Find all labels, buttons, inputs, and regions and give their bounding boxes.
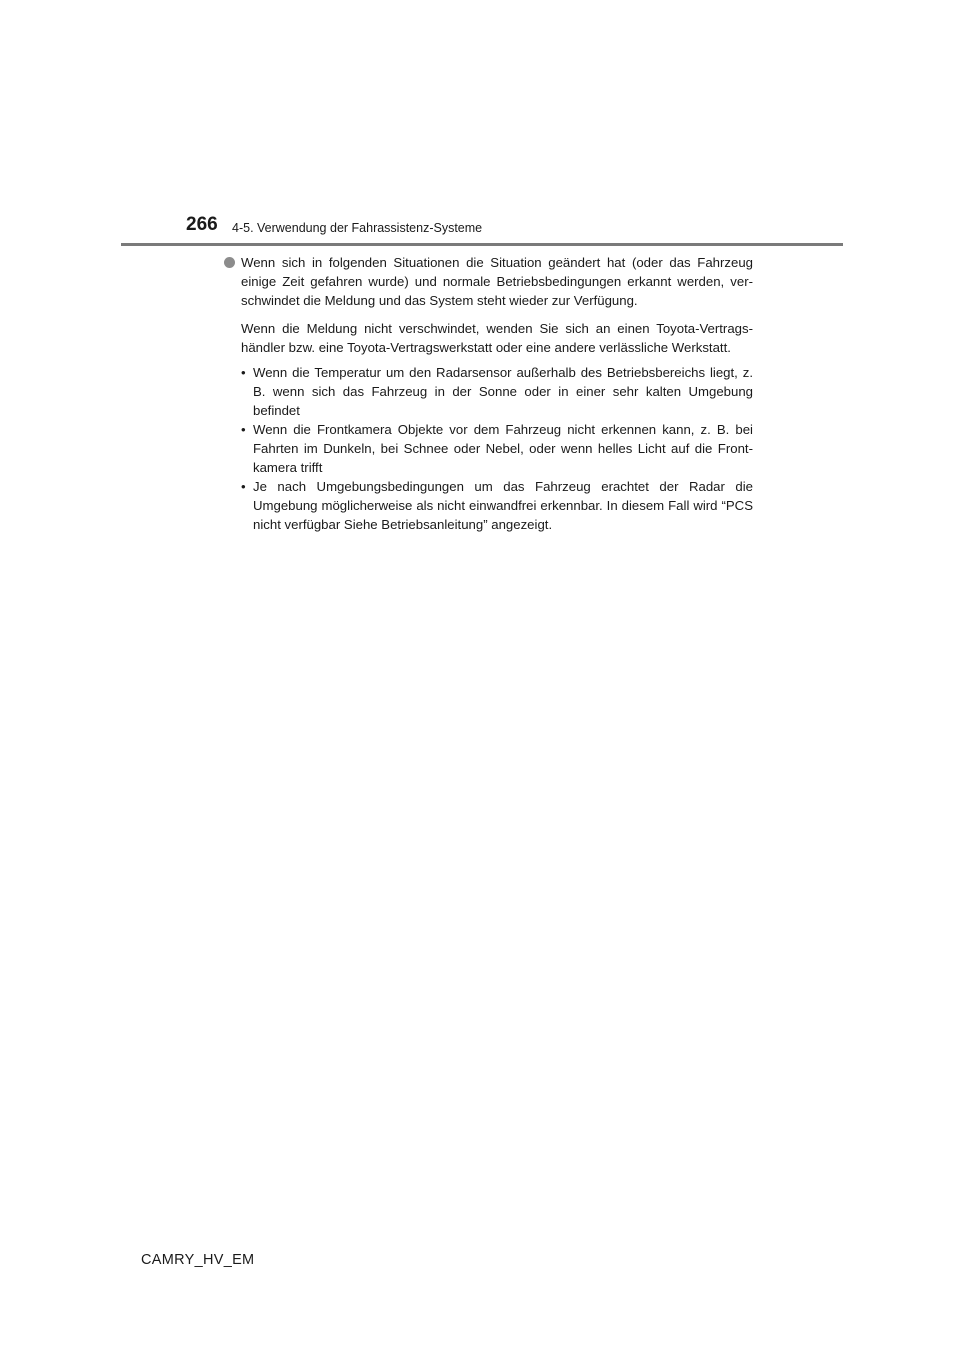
list-item-text: Je nach Umgebungsbedingungen um das Fahrzeug erachtet der Radar die Umgebung möglicherweise als nicht einwandfrei erkennbar. In diesem Fall wird “PCS nicht verfügbar Siehe Betriebsanleitung” angezeigt. [253,479,753,532]
main-content [223,253,753,534]
list-item-text: Wenn die Frontkamera Objekte vor dem Fahrzeug nicht erkennen kann, z. B. bei Fahrten im Dunkeln, bei Schnee oder Nebel, oder wenn helles Licht auf die Frontkamera trifft [253,422,753,475]
list-bullet-icon: • [241,479,246,494]
bullet-paragraph [223,253,753,310]
bullet-paragraph-text: Wenn sich in folgenden Situationen die Situation geändert hat (oder das Fahrzeug einige Zeit gefahren wurde) und normale Betriebsbedingungen erkannt werden, verschwindet die Meldung und das System steht wieder zur Verfügung. [241,255,753,308]
footer-code: CAMRY_HV_EM [141,1252,255,1268]
info-paragraph: Wenn die Meldung nicht verschwindet, wenden Sie sich an einen Toyota-Vertragshändler bzw. eine Toyota-Vertragswerkstatt oder eine andere verlässliche Werkstatt. [241,321,753,355]
list-item [241,477,753,534]
condition-list [223,363,753,534]
list-item [241,420,753,477]
list-item [241,363,753,420]
list-bullet-icon: • [241,365,246,380]
page-number: 266 [186,214,218,235]
header-divider [121,243,843,246]
list-item-text: Wenn die Temperatur um den Radarsensor außerhalb des Betriebsbereichs liegt, z. B. wenn sich das Fahrzeug in der Sonne oder in einer sehr kalten Umgebung befindet [253,365,753,418]
list-bullet-icon: • [241,422,246,437]
bullet-circle-icon [224,257,235,268]
section-title: 4-5. Verwendung der Fahrassistenz-Systeme [232,221,483,235]
